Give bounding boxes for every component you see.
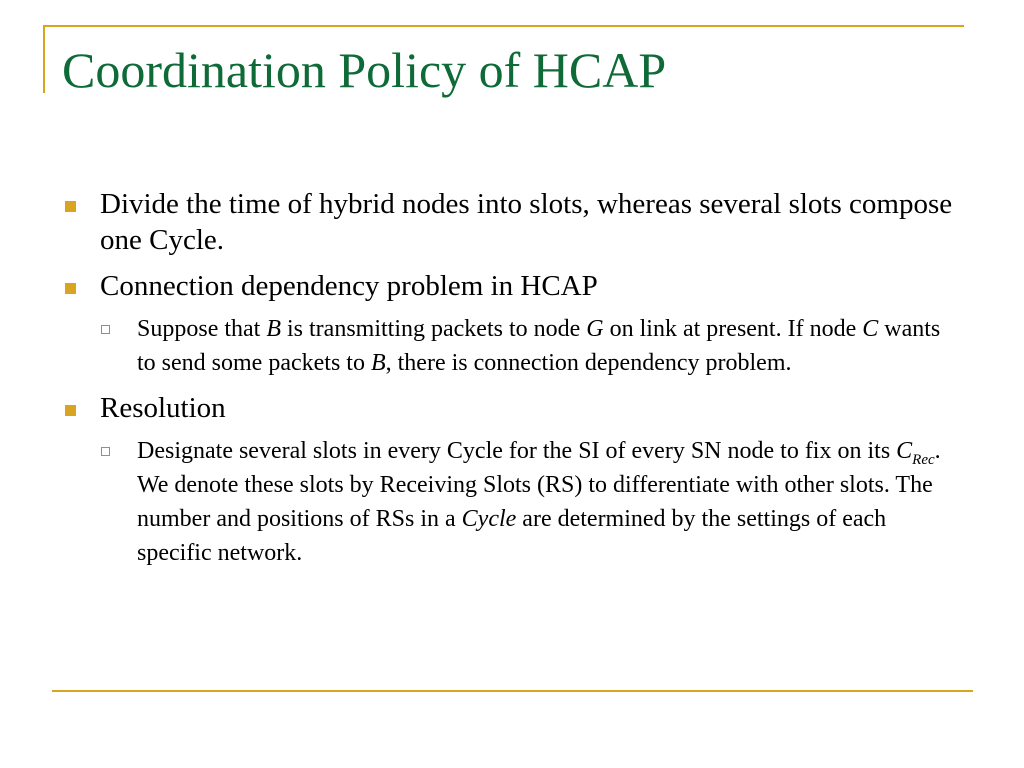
text-run: on link at present. If node [603, 316, 863, 342]
c-rec-symbol: C [896, 438, 913, 464]
frame-bottom-rule [52, 690, 973, 692]
square-bullet-icon [65, 201, 76, 212]
bullet-text: Resolution [100, 392, 226, 424]
c-rec-subscript: Rec [912, 452, 935, 468]
sub-bullet-text [137, 438, 941, 566]
frame-left-rule [43, 25, 45, 93]
node-label: B [370, 350, 386, 376]
node-label: C [862, 316, 879, 342]
bullet-text: Connection dependency problem in HCAP [100, 270, 598, 302]
text-run: is transmitting packets to node [281, 316, 587, 342]
bullet-text: Divide the time of hybrid nodes into slots, whereas several slots compose one Cycle. [100, 188, 953, 256]
text-run: , there is connection dependency problem. [385, 350, 792, 376]
node-label: B [266, 316, 281, 342]
bullet-divide-time [62, 186, 962, 258]
text-run: Suppose that [137, 316, 267, 342]
sub-bullet-designate [100, 434, 962, 570]
sub-bullet-suppose [100, 312, 962, 380]
bullet-resolution [62, 390, 962, 426]
text-run: are determined by the settings of each specific network. [137, 506, 887, 566]
square-bullet-icon [65, 405, 76, 416]
text-run: Designate several slots in every Cycle for the SI of every SN node to fix on its [137, 438, 897, 464]
cycle-term: Cycle [461, 506, 517, 532]
text-run: . We denote these slots by Receiving Slots (RS) to differentiate with other slots. The number and positions of RSs in a [137, 438, 941, 532]
slide-title: Coordination Policy of HCAP [62, 42, 667, 98]
text-run: wants to send some packets to [137, 316, 941, 376]
slide-body [62, 186, 962, 580]
bullet-connection-dependency [62, 268, 962, 304]
hollow-square-bullet-icon [101, 325, 110, 334]
frame-top-rule [43, 25, 964, 27]
sub-bullet-text [137, 316, 940, 376]
square-bullet-icon [65, 283, 76, 294]
node-label: G [586, 316, 604, 342]
hollow-square-bullet-icon [101, 447, 110, 456]
